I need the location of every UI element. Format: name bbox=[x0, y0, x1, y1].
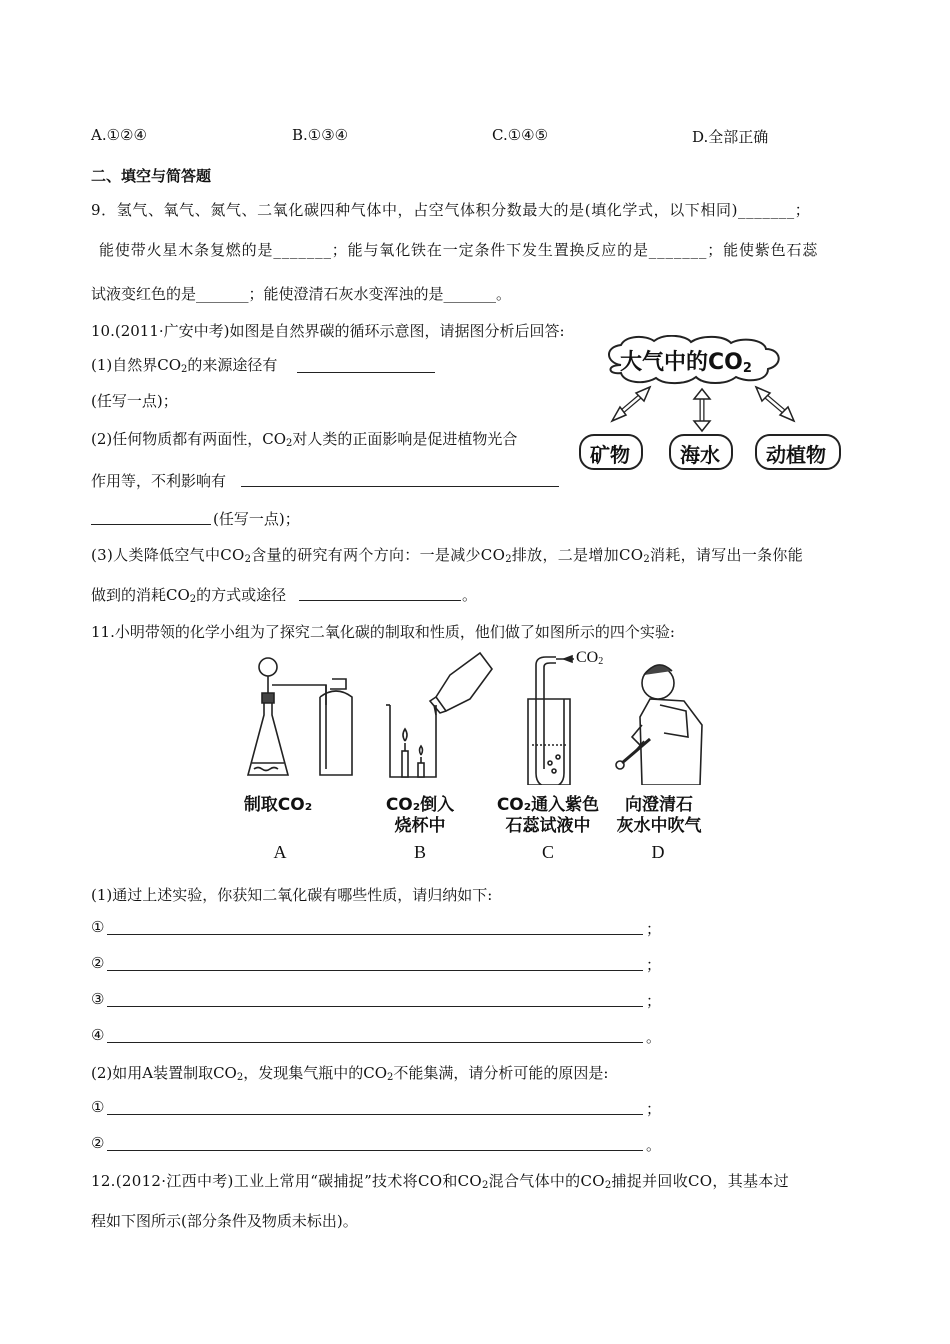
q11-item2-marker: ② bbox=[91, 954, 105, 972]
q10-part2-b: 作用等，不利影响有 bbox=[91, 472, 227, 490]
q11-item2-line[interactable] bbox=[107, 970, 643, 971]
q11-item4-line[interactable] bbox=[107, 1042, 643, 1043]
q12-line2: 程如下图所示(部分条件及物质未标出)。 bbox=[91, 1212, 358, 1230]
apparatus-a bbox=[248, 658, 352, 775]
q10-part1: (1)自然界$CO_2$的来源途径有 bbox=[91, 356, 278, 375]
q11-item3-end: ； bbox=[646, 992, 662, 1010]
q11-reason2-end: 。 bbox=[646, 1136, 662, 1154]
option-b: B.①③④ bbox=[292, 126, 349, 144]
q11-reason2-marker: ② bbox=[91, 1134, 105, 1152]
box-seawater-label: 海水 bbox=[680, 443, 720, 467]
q11-item3-line[interactable] bbox=[107, 1006, 643, 1007]
q10-part3: (3)人类降低空气中$CO_2$含量的研究有两个方向：一是减少$CO_2$排放，二是增加$CO_2$消耗，请写出一条你能 bbox=[91, 546, 804, 565]
cloud-label: 大气中的CO2 bbox=[620, 350, 752, 376]
letter-c: C bbox=[541, 842, 554, 862]
section-title: 二、填空与简答题 bbox=[91, 167, 212, 185]
q11-item1-marker: ① bbox=[91, 918, 105, 936]
q11-reason1-line[interactable] bbox=[107, 1114, 643, 1115]
apparatus-b bbox=[386, 653, 492, 777]
q11-item4-end: 。 bbox=[646, 1028, 662, 1046]
q9-line3: 试液变红色的是_______；能使澄清石灰水变浑浊的是_______。 bbox=[91, 285, 512, 303]
q10-part3-b: 做到的消耗$CO_2$的方式或途径 bbox=[91, 586, 287, 605]
option-c: C.①④⑤ bbox=[492, 126, 549, 144]
option-d: D.全部正确 bbox=[692, 128, 769, 146]
q10-part2-note: (任写一点)； bbox=[213, 510, 300, 528]
experiments-figure bbox=[240, 645, 720, 870]
q11-reason1-marker: ① bbox=[91, 1098, 105, 1116]
q11-part1: (1)通过上述实验，你获知二氧化碳有哪些性质，请归纳如下: bbox=[91, 886, 493, 904]
q11-item1-line[interactable] bbox=[107, 934, 643, 935]
q11-item3-marker: ③ bbox=[91, 990, 105, 1008]
caption-d: 向澄清石 灰水中吹气 bbox=[616, 795, 702, 836]
carbon-cycle-diagram bbox=[576, 335, 846, 480]
apparatus-d bbox=[616, 665, 702, 785]
q10-part3-end: 。 bbox=[462, 586, 478, 604]
q10-intro: 10.(2011·广安中考)如图是自然界碳的循环示意图，请据图分析后回答: bbox=[91, 322, 565, 340]
q9-line2: 能使带火星木条复燃的是_______；能与氧化铁在一定条件下发生置换反应的是_______；能使紫色石蕊 bbox=[99, 241, 819, 259]
co2-arrow-label: $CO_2$ bbox=[576, 649, 604, 667]
q11-item4-marker: ④ bbox=[91, 1026, 105, 1044]
q9-line1: 9．氢气、氧气、氮气、二氧化碳四种气体中，占空气体积分数最大的是(填化学式，以下相同)_______； bbox=[91, 201, 811, 219]
q11-reason2-line[interactable] bbox=[107, 1150, 643, 1151]
q11-item1-end: ； bbox=[646, 920, 662, 938]
apparatus-c bbox=[528, 656, 574, 785]
box-organisms-label: 动植物 bbox=[766, 443, 826, 467]
q10-part1-note: (任写一点)； bbox=[91, 392, 178, 410]
q10-part1-blank[interactable] bbox=[297, 372, 435, 373]
q10-part2-blank2[interactable] bbox=[91, 524, 211, 525]
caption-a: 制取CO₂ bbox=[243, 795, 313, 815]
q11-reason1-end: ； bbox=[646, 1100, 662, 1118]
q10-part3-blank[interactable] bbox=[299, 600, 461, 601]
caption-b: CO₂倒入 烧杯中 bbox=[385, 795, 455, 836]
q12-line1: 12.(2012·江西中考)工业上常用“碳捕捉”技术将CO和$CO_2$混合气体中的$CO_2$捕捉并回收CO，其基本过 bbox=[91, 1172, 789, 1191]
q11-intro: 11.小明带领的化学小组为了探究二氧化碳的制取和性质，他们做了如图所示的四个实验: bbox=[91, 623, 675, 641]
box-minerals-label: 矿物 bbox=[590, 443, 630, 467]
experiments-svg bbox=[240, 645, 720, 785]
letter-a: A bbox=[273, 842, 287, 862]
letter-b: B bbox=[413, 842, 426, 862]
letter-d: D bbox=[651, 842, 665, 862]
caption-c: CO₂通入紫色 石蕊试液中 bbox=[496, 795, 600, 836]
q10-part2-blank1[interactable] bbox=[241, 486, 559, 487]
q11-item2-end: ； bbox=[646, 956, 662, 974]
q11-part2: (2)如用A装置制取$CO_2$，发现集气瓶中的$CO_2$不能集满，请分析可能的原因是: bbox=[91, 1064, 609, 1083]
option-a: A.①②④ bbox=[91, 126, 147, 144]
q10-part2: (2)任何物质都有两面性，$CO_2$对人类的正面影响是促进植物光合 bbox=[91, 430, 518, 449]
